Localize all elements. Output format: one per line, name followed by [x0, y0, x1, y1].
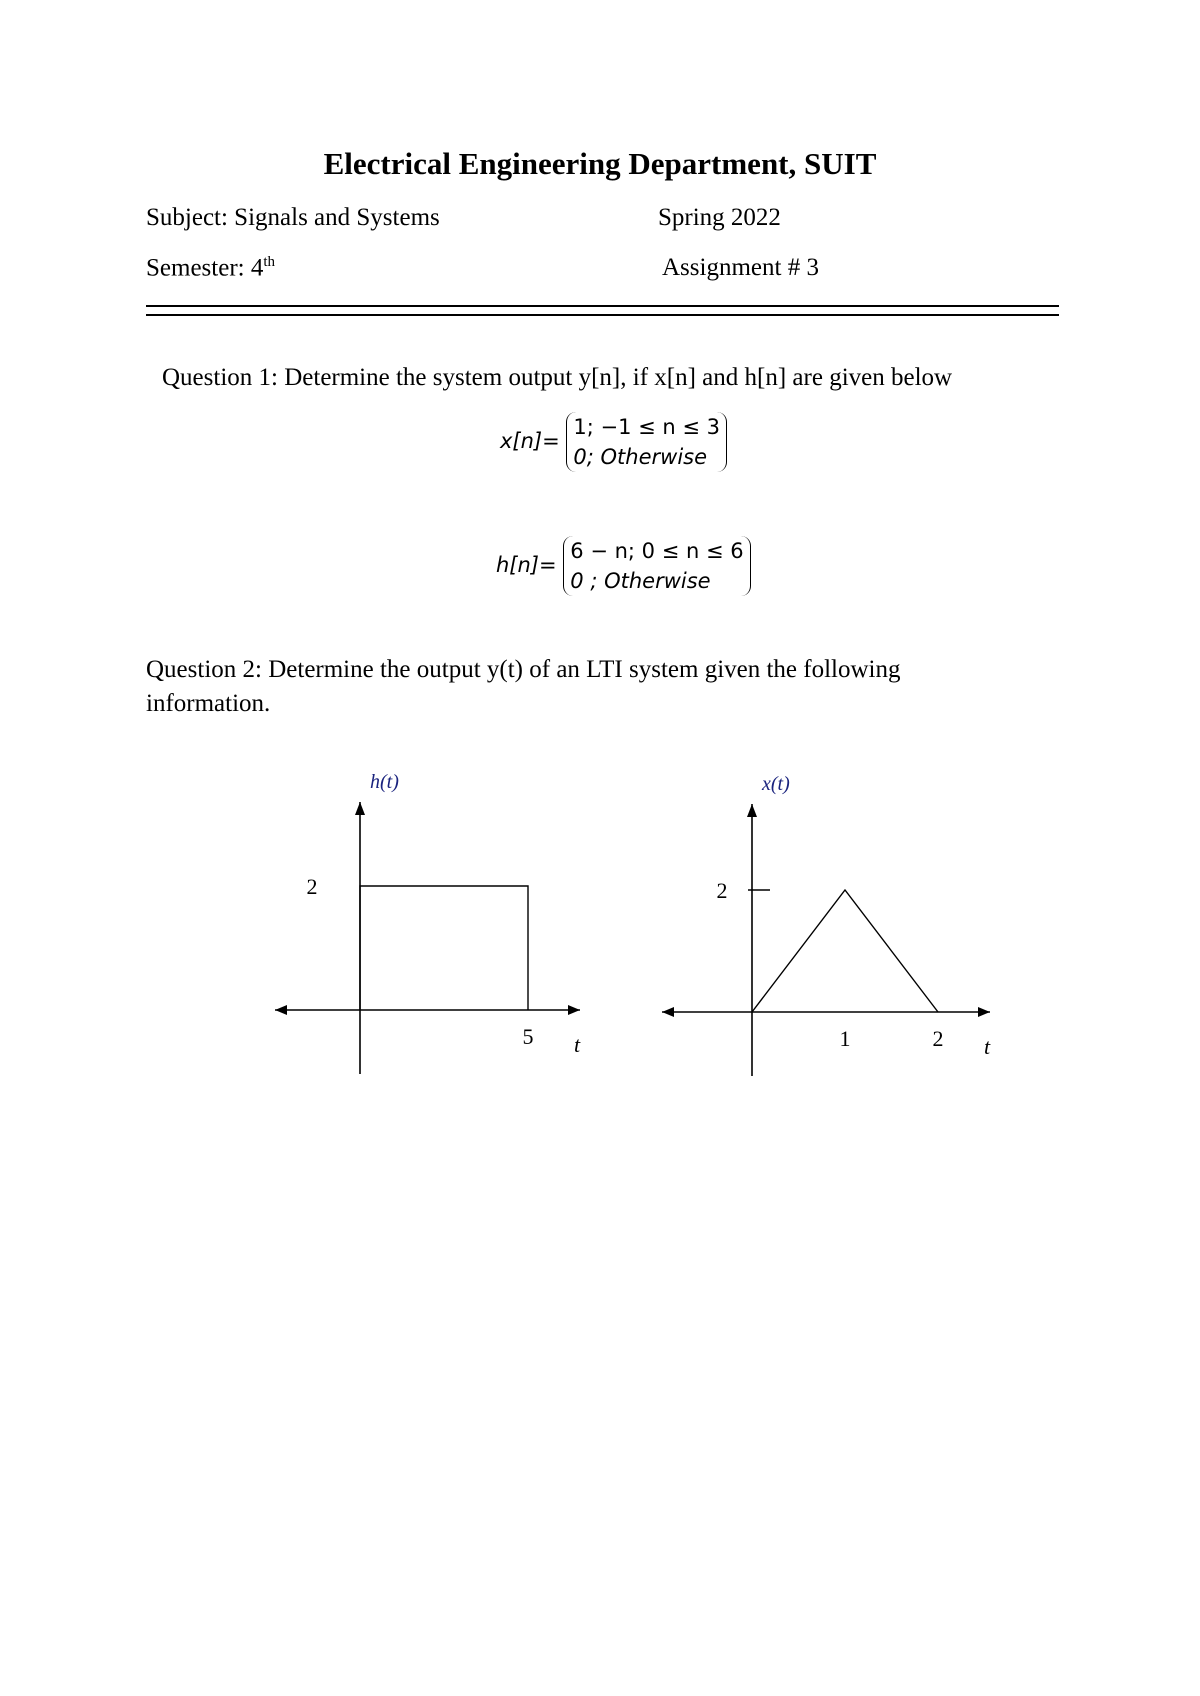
x-tick-label: 1	[839, 1026, 851, 1051]
h-n-lhs: h[n]=	[496, 553, 557, 577]
x-axis-label: t	[574, 1032, 581, 1057]
h-n-case-1: 6 − n; 0 ≤ n ≤ 6	[570, 539, 744, 563]
semester-line	[146, 254, 275, 282]
y-tick-label: 2	[716, 878, 728, 903]
x-n-case-1: 1; −1 ≤ n ≤ 3	[573, 415, 721, 439]
x-n-cases	[566, 412, 727, 472]
signal-line	[752, 890, 938, 1012]
plot-title: x(t)	[762, 773, 790, 795]
x-tick-label: 5	[522, 1024, 534, 1049]
question-2-line-1: Question 2: Determine the output y(t) of an LTI system given the following	[146, 656, 901, 683]
x-axis-right-arrow	[568, 1005, 580, 1015]
y-tick-label: 2	[306, 874, 318, 899]
y-axis-arrow	[355, 802, 365, 815]
x-n-case-2: 0; Otherwise	[573, 445, 708, 469]
signal-line	[360, 886, 528, 1010]
question-2-line-2: information.	[146, 690, 271, 717]
document-title: Electrical Engineering Department, SUIT	[323, 146, 877, 181]
semester-superscript: th	[263, 254, 276, 270]
x-n-equation	[500, 412, 727, 472]
h-n-case-2: 0 ; Otherwise	[570, 569, 711, 593]
h-n-cases	[563, 536, 750, 596]
x-axis-label: t	[984, 1034, 991, 1059]
term-line: Spring 2022	[658, 204, 781, 231]
x-n-lhs: x[n]=	[500, 429, 560, 453]
double-rule-divider	[146, 305, 1059, 316]
assignment-line: Assignment # 3	[662, 254, 819, 281]
x-axis-left-arrow	[275, 1005, 287, 1015]
x-axis-right-arrow	[978, 1007, 990, 1017]
h-t-plot	[260, 760, 590, 1080]
subject-line: Subject: Signals and Systems	[146, 204, 440, 231]
y-axis-arrow	[747, 804, 757, 817]
semester-label: Semester: 4	[146, 254, 264, 282]
question-1-text: Question 1: Determine the system output y[n], if x[n] and h[n] are given below	[162, 364, 953, 391]
plot-title: h(t)	[370, 771, 399, 793]
x-t-plot	[650, 760, 1000, 1080]
h-n-equation	[496, 536, 751, 596]
x-axis-left-arrow	[662, 1007, 674, 1017]
x-tick-label: 2	[932, 1026, 944, 1051]
